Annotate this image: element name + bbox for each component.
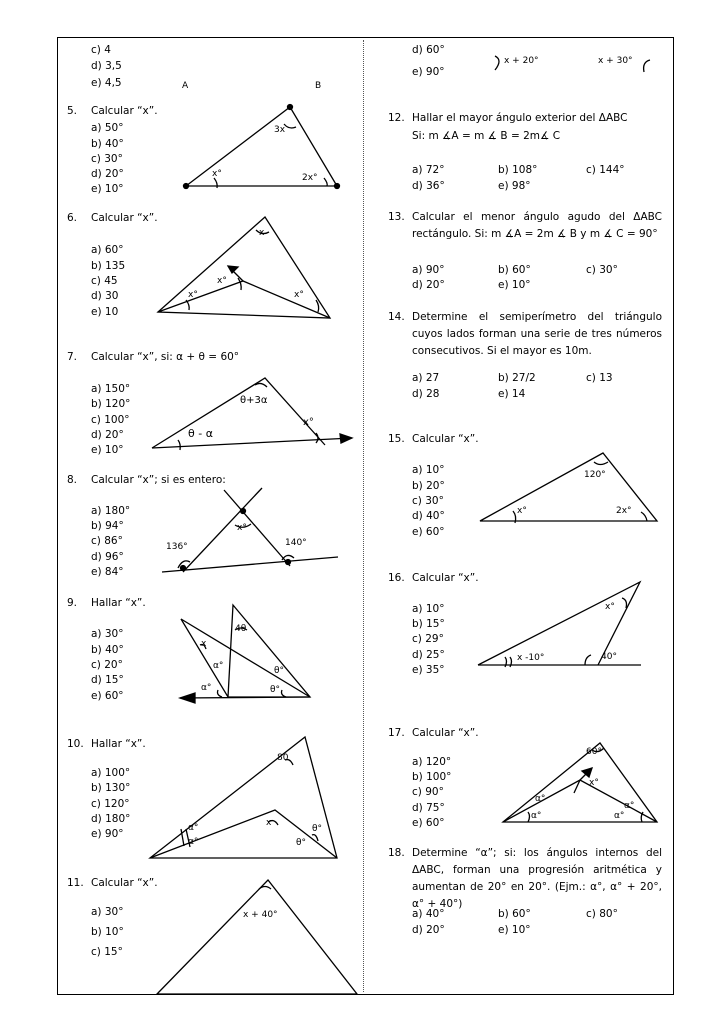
option: d) 25° [412, 649, 445, 661]
angle-label: x + 20° [504, 56, 539, 66]
option: b) 108° [498, 164, 538, 176]
option: e) 10° [498, 279, 531, 291]
problem-number: 11. [67, 877, 84, 889]
option: b) 27/2 [498, 372, 536, 384]
question-text: Determine “α”; si: los ángulos internos del ΔABC, forman una progresión aritmética y aumentan de 20° en 20°. (Ejm.: α°, α° + 20°, α° + 40°) [412, 847, 662, 910]
angle-label: x° [294, 290, 304, 300]
angle-label: α° [188, 823, 199, 833]
problem-number: 7. [67, 351, 78, 363]
option: a) 100° [91, 767, 131, 779]
option: c) 86° [91, 535, 123, 547]
option: c) 120° [91, 798, 130, 810]
option: e) 10° [91, 183, 124, 195]
option: e) 4,5 [91, 77, 122, 89]
angle-label: x° [237, 523, 247, 533]
angle-label: x° [212, 169, 222, 179]
option: c) 90° [412, 786, 444, 798]
angle-label: x [266, 818, 272, 828]
option: e) 60° [412, 526, 445, 538]
option: d) 180° [91, 813, 131, 825]
option: b) 100° [412, 771, 452, 783]
option: c) 144° [586, 164, 625, 176]
angle-label: 80 [277, 753, 289, 763]
problem-number: 15. [388, 433, 405, 445]
question-text: Calcular “x”. [412, 572, 479, 584]
problem-number: 5. [67, 105, 78, 117]
vertex-label-a: A [182, 81, 189, 91]
problem-number: 16. [388, 572, 405, 584]
problem-number: 6. [67, 212, 78, 224]
option: e) 10° [498, 924, 531, 936]
option: c) 15° [91, 946, 123, 958]
option: a) 10° [412, 603, 445, 615]
condition-text: Si: m ∡A = m ∡ B = 2m∡ C [412, 130, 561, 142]
lines-figure-8 [162, 488, 338, 572]
option: e) 10 [91, 306, 119, 318]
option: d) 3,5 [91, 60, 122, 72]
triangle-figure-10 [150, 737, 337, 858]
angle-label: α° [531, 811, 542, 821]
question-text: Hallar “x”. [91, 738, 146, 750]
angle-label: θ° [296, 838, 307, 848]
angle-label: x + 30° [598, 56, 633, 66]
option: c) 100° [91, 414, 130, 426]
option: e) 10° [91, 444, 124, 456]
angle-label: 2x° [616, 506, 632, 516]
triangle-figure-11 [157, 880, 357, 994]
option: a) 30° [91, 906, 124, 918]
option: c) 30° [412, 495, 444, 507]
problem-number: 14. [388, 311, 405, 323]
option: d) 30 [91, 290, 119, 302]
angle-label: θ - α [188, 427, 213, 440]
option: b) 135 [91, 260, 126, 272]
angle-label: x [259, 228, 265, 238]
option: e) 98° [498, 180, 531, 192]
option: e) 14 [498, 388, 526, 400]
angle-label: 120° [584, 470, 606, 480]
option: d) 15° [91, 674, 124, 686]
question-text: Calcular “x”; si es entero: [91, 474, 226, 486]
option: c) 80° [586, 908, 618, 920]
option: e) 84° [91, 566, 124, 578]
angle-label: x [201, 639, 207, 649]
option: b) 15° [412, 618, 445, 630]
angle-label: x° [188, 290, 198, 300]
angle-label: θ° [274, 666, 285, 676]
option: a) 50° [91, 122, 124, 134]
angle-label: α° [213, 661, 224, 671]
option: d) 28 [412, 388, 440, 400]
angle-label: 40° [601, 652, 617, 662]
option: c) 30° [586, 264, 618, 276]
angle-label: α° [188, 837, 199, 847]
option: a) 40° [412, 908, 445, 920]
option: d) 60° [412, 44, 445, 56]
question-text: Calcular “x”, si: α + θ = 60° [91, 351, 240, 363]
option: a) 60° [91, 244, 124, 256]
question-text: Determine el semiperímetro del triángulo cuyos lados forman una serie de tres números consecutivos. Si el mayor es 10m. [412, 311, 662, 357]
option: d) 40° [412, 510, 445, 522]
option: a) 180° [91, 505, 131, 517]
vertex-label-b: B [315, 81, 322, 91]
angle-label: 136° [166, 542, 188, 552]
option: c) 45 [91, 275, 118, 287]
option: e) 90° [412, 66, 445, 78]
triangle-figure-6 [158, 217, 330, 318]
option: d) 96° [91, 551, 124, 563]
option: a) 150° [91, 383, 131, 395]
option: e) 35° [412, 664, 445, 676]
option: c) 30° [91, 153, 123, 165]
option: a) 72° [412, 164, 445, 176]
option: d) 36° [412, 180, 445, 192]
question-text: Calcular “x”. [91, 212, 158, 224]
angle-label: α° [624, 801, 635, 811]
option: a) 90° [412, 264, 445, 276]
option: d) 20° [412, 924, 445, 936]
question-text: Calcular “x”. [91, 105, 158, 117]
option: c) 29° [412, 633, 444, 645]
option: e) 60° [412, 817, 445, 829]
angle-label: x° [589, 778, 599, 788]
problem-number: 9. [67, 597, 78, 609]
problem-number: 12. [388, 112, 405, 124]
angle-label: 3x [274, 125, 286, 135]
angle-label: α° [201, 683, 212, 693]
option: a) 120° [412, 756, 452, 768]
angle-label: x° [605, 602, 615, 612]
problem-number: 8. [67, 474, 78, 486]
angle-label: 2x° [302, 173, 318, 183]
option: b) 120° [91, 398, 131, 410]
angle-label: 4θ [235, 624, 247, 634]
option: c) 4 [91, 44, 111, 56]
angle-label: α° [614, 811, 625, 821]
problem-number: 13. [388, 211, 405, 223]
angle-label: θ° [270, 685, 281, 695]
angle-label: θ+3α [240, 395, 268, 406]
question-text: Calcular “x”. [412, 433, 479, 445]
option: b) 60° [498, 908, 531, 920]
option: b) 60° [498, 264, 531, 276]
angle-label: x° [303, 417, 314, 428]
option: e) 60° [91, 690, 124, 702]
option: c) 20° [91, 659, 123, 671]
option: a) 30° [91, 628, 124, 640]
option: b) 40° [91, 644, 124, 656]
angle-label: α° [535, 794, 546, 804]
option: a) 27 [412, 372, 440, 384]
option: a) 10° [412, 464, 445, 476]
option: c) 13 [586, 372, 613, 384]
angle-label: θ° [312, 824, 323, 834]
option: e) 90° [91, 828, 124, 840]
angle-label: x° [517, 506, 527, 516]
triangle-figure-9 [180, 605, 310, 703]
problem-number: 17. [388, 727, 405, 739]
question-text: Calcular “x”. [91, 877, 158, 889]
problem-number: 18. [388, 847, 405, 859]
triangle-figure-7 [152, 378, 352, 450]
angle-label: x + 40° [243, 910, 278, 920]
question-text: Calcular el menor ángulo agudo del ΔABC rectángulo. Si: m ∡A = 2m ∡ B y m ∡ C = 90° [412, 211, 662, 240]
option: b) 40° [91, 138, 124, 150]
option: d) 20° [91, 429, 124, 441]
question-text: Hallar el mayor ángulo exterior del ΔABC [412, 112, 628, 124]
question-text: Hallar “x”. [91, 597, 146, 609]
problem-number: 10. [67, 738, 84, 750]
option: b) 94° [91, 520, 124, 532]
angle-label: x -10° [517, 653, 545, 663]
option: d) 75° [412, 802, 445, 814]
option: d) 20° [412, 279, 445, 291]
option: b) 130° [91, 782, 131, 794]
question-text: Calcular “x”. [412, 727, 479, 739]
option: b) 10° [91, 926, 124, 938]
angle-label: 60° [586, 747, 602, 757]
angle-label: 140° [285, 538, 307, 548]
angle-label: x° [217, 276, 227, 286]
option: b) 20° [412, 480, 445, 492]
option: d) 20° [91, 168, 124, 180]
